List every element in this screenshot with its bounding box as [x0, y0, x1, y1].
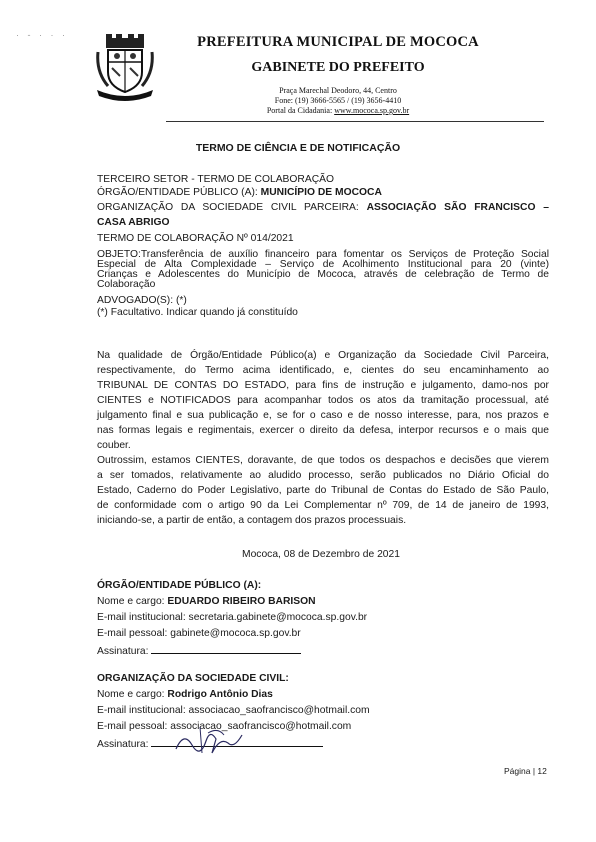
- paragraph-line: CIENTES e NOTIFICADOS para acompanhar todos os atos da tramitação processual, até: [97, 395, 549, 406]
- nome-value: EDUARDO RIBEIRO BARISON: [167, 596, 316, 607]
- objeto-line: Especial de Alta Complexidade – Serviço de Acolhimento Institucional para 20 (vinte): [97, 259, 549, 270]
- objeto-line: Colaboração: [97, 279, 156, 290]
- header-title: PREFEITURA MUNICIPAL DE MOCOCA: [197, 34, 479, 50]
- orgao-value: MUNICÍPIO DE MOCOCA: [260, 187, 382, 198]
- paragraph-line: de conformidade com o artigo 90 da Lei Complementar nº 709, de 14 de janeiro de 1993,: [97, 500, 549, 511]
- handwritten-signature: [172, 723, 244, 757]
- facultativo-note: (*) Facultativo. Indicar quando já constituído: [97, 307, 298, 318]
- orgao-label: ÓRGÃO/ENTIDADE PÚBLICO (A):: [97, 187, 261, 198]
- org-label: ORGANIZAÇÃO DA SOCIEDADE CIVIL PARCEIRA:: [97, 202, 367, 213]
- document-title: TERMO DE CIÊNCIA E DE NOTIFICAÇÃO: [195, 142, 401, 154]
- paragraph-line: Estado, Caderno do Poder Legislativo, parte do Tribunal de Contas do Estado de São Paulo,: [97, 485, 549, 496]
- paragraph-line: Outrossim, estamos CIENTES, doravante, de que todos os despachos e decisões que vierem: [97, 455, 549, 466]
- objeto-line: OBJETO:Transferência de auxílio financeiro para fomentar os Serviços de Proteção Social: [97, 249, 549, 260]
- header-divider: [166, 121, 544, 122]
- publico-assinatura: [97, 644, 549, 657]
- notification-paragraph: [97, 348, 549, 453]
- header-phone: Fone: (19) 3666-5565 / (19) 3656-4410: [274, 96, 402, 105]
- orgao-line: [97, 187, 549, 198]
- paragraph-line: iniciando-se, a partir de então, a contagem dos prazos processuais.: [97, 515, 407, 526]
- signature-line: [151, 644, 301, 654]
- osc-heading: ORGANIZAÇÃO DA SOCIEDADE CIVIL:: [97, 673, 289, 684]
- municipal-coat-of-arms-logo: [94, 32, 156, 102]
- publico-email-institucional: E-mail institucional: secretaria.gabinete@mococa.sp.gov.br: [97, 612, 368, 623]
- header-subtitle: GABINETE DO PREFEITO: [251, 60, 425, 75]
- scan-specks: · - · · ·: [16, 30, 68, 40]
- objeto-block: [97, 250, 549, 290]
- portal-link[interactable]: www.mococa.sp.gov.br: [334, 106, 410, 115]
- osc-email-institucional: E-mail institucional: associacao_saofrancisco@hotmail.com: [97, 705, 370, 716]
- assinatura-label: Assinatura:: [97, 646, 149, 657]
- publico-heading: ÓRGÃO/ENTIDADE PÚBLICO (A):: [97, 580, 262, 591]
- place-date: Mococa, 08 de Dezembro de 2021: [242, 549, 400, 560]
- osc-nome: [97, 689, 549, 700]
- paragraph-line: Na qualidade de Órgão/Entidade Público(a) e Organização da Sociedade Civil Parceira,: [97, 350, 549, 361]
- org-value-2: CASA ABRIGO: [97, 217, 170, 228]
- org-line: [97, 202, 549, 213]
- osc-email-pessoal: E-mail pessoal: associacao_saofrancisco@hotmail.com: [97, 721, 352, 732]
- termo-number: TERMO DE COLABORAÇÃO Nº 014/2021: [97, 233, 294, 244]
- nome-label: Nome e cargo:: [97, 689, 168, 700]
- nome-label: Nome e cargo:: [97, 596, 168, 607]
- paragraph-line: respectivamente, do Termo acima identificado, e, cientes do seu encaminhamento ao: [97, 365, 549, 376]
- advogados-line: ADVOGADO(S): (*): [97, 295, 187, 306]
- portal-label: Portal da Cidadania:: [266, 106, 335, 115]
- header-portal: [158, 106, 518, 116]
- objeto-line: Crianças e Adolescentes do Município de Mococa, através de celebração de Termo de: [97, 269, 549, 280]
- nome-value: Rodrigo Antônio Dias: [167, 689, 273, 700]
- paragraph-line: couber.: [97, 440, 131, 451]
- publication-paragraph: [97, 453, 549, 528]
- org-value-1: ASSOCIAÇÃO SÃO FRANCISCO –: [366, 202, 549, 213]
- paragraph-line: julgamento final e sua publicação e, se for o caso e de nosso interesse, para, nos prazos e: [97, 410, 549, 421]
- publico-nome: [97, 596, 549, 607]
- paragraph-line: nas formas legais e regimentais, exercer o direito da defesa, interpor recursos e o mais que: [97, 425, 549, 436]
- paragraph-line: TRIBUNAL DE CONTAS DO ESTADO, para fins de instrução e julgamento, damo-nos por: [97, 380, 549, 391]
- header-address: Praça Marechal Deodoro, 44, Centro: [279, 86, 397, 95]
- paragraph-line: a ser tomados, relativamente ao aludido processo, serão publicados no Diário Oficial do: [97, 470, 549, 481]
- setor-line: TERCEIRO SETOR - TERMO DE COLABORAÇÃO: [97, 174, 335, 185]
- page-number: Página | 12: [504, 766, 547, 776]
- osc-assinatura: [97, 737, 549, 750]
- assinatura-label: Assinatura:: [97, 739, 149, 750]
- publico-email-pessoal: E-mail pessoal: gabinete@mococa.sp.gov.br: [97, 628, 301, 639]
